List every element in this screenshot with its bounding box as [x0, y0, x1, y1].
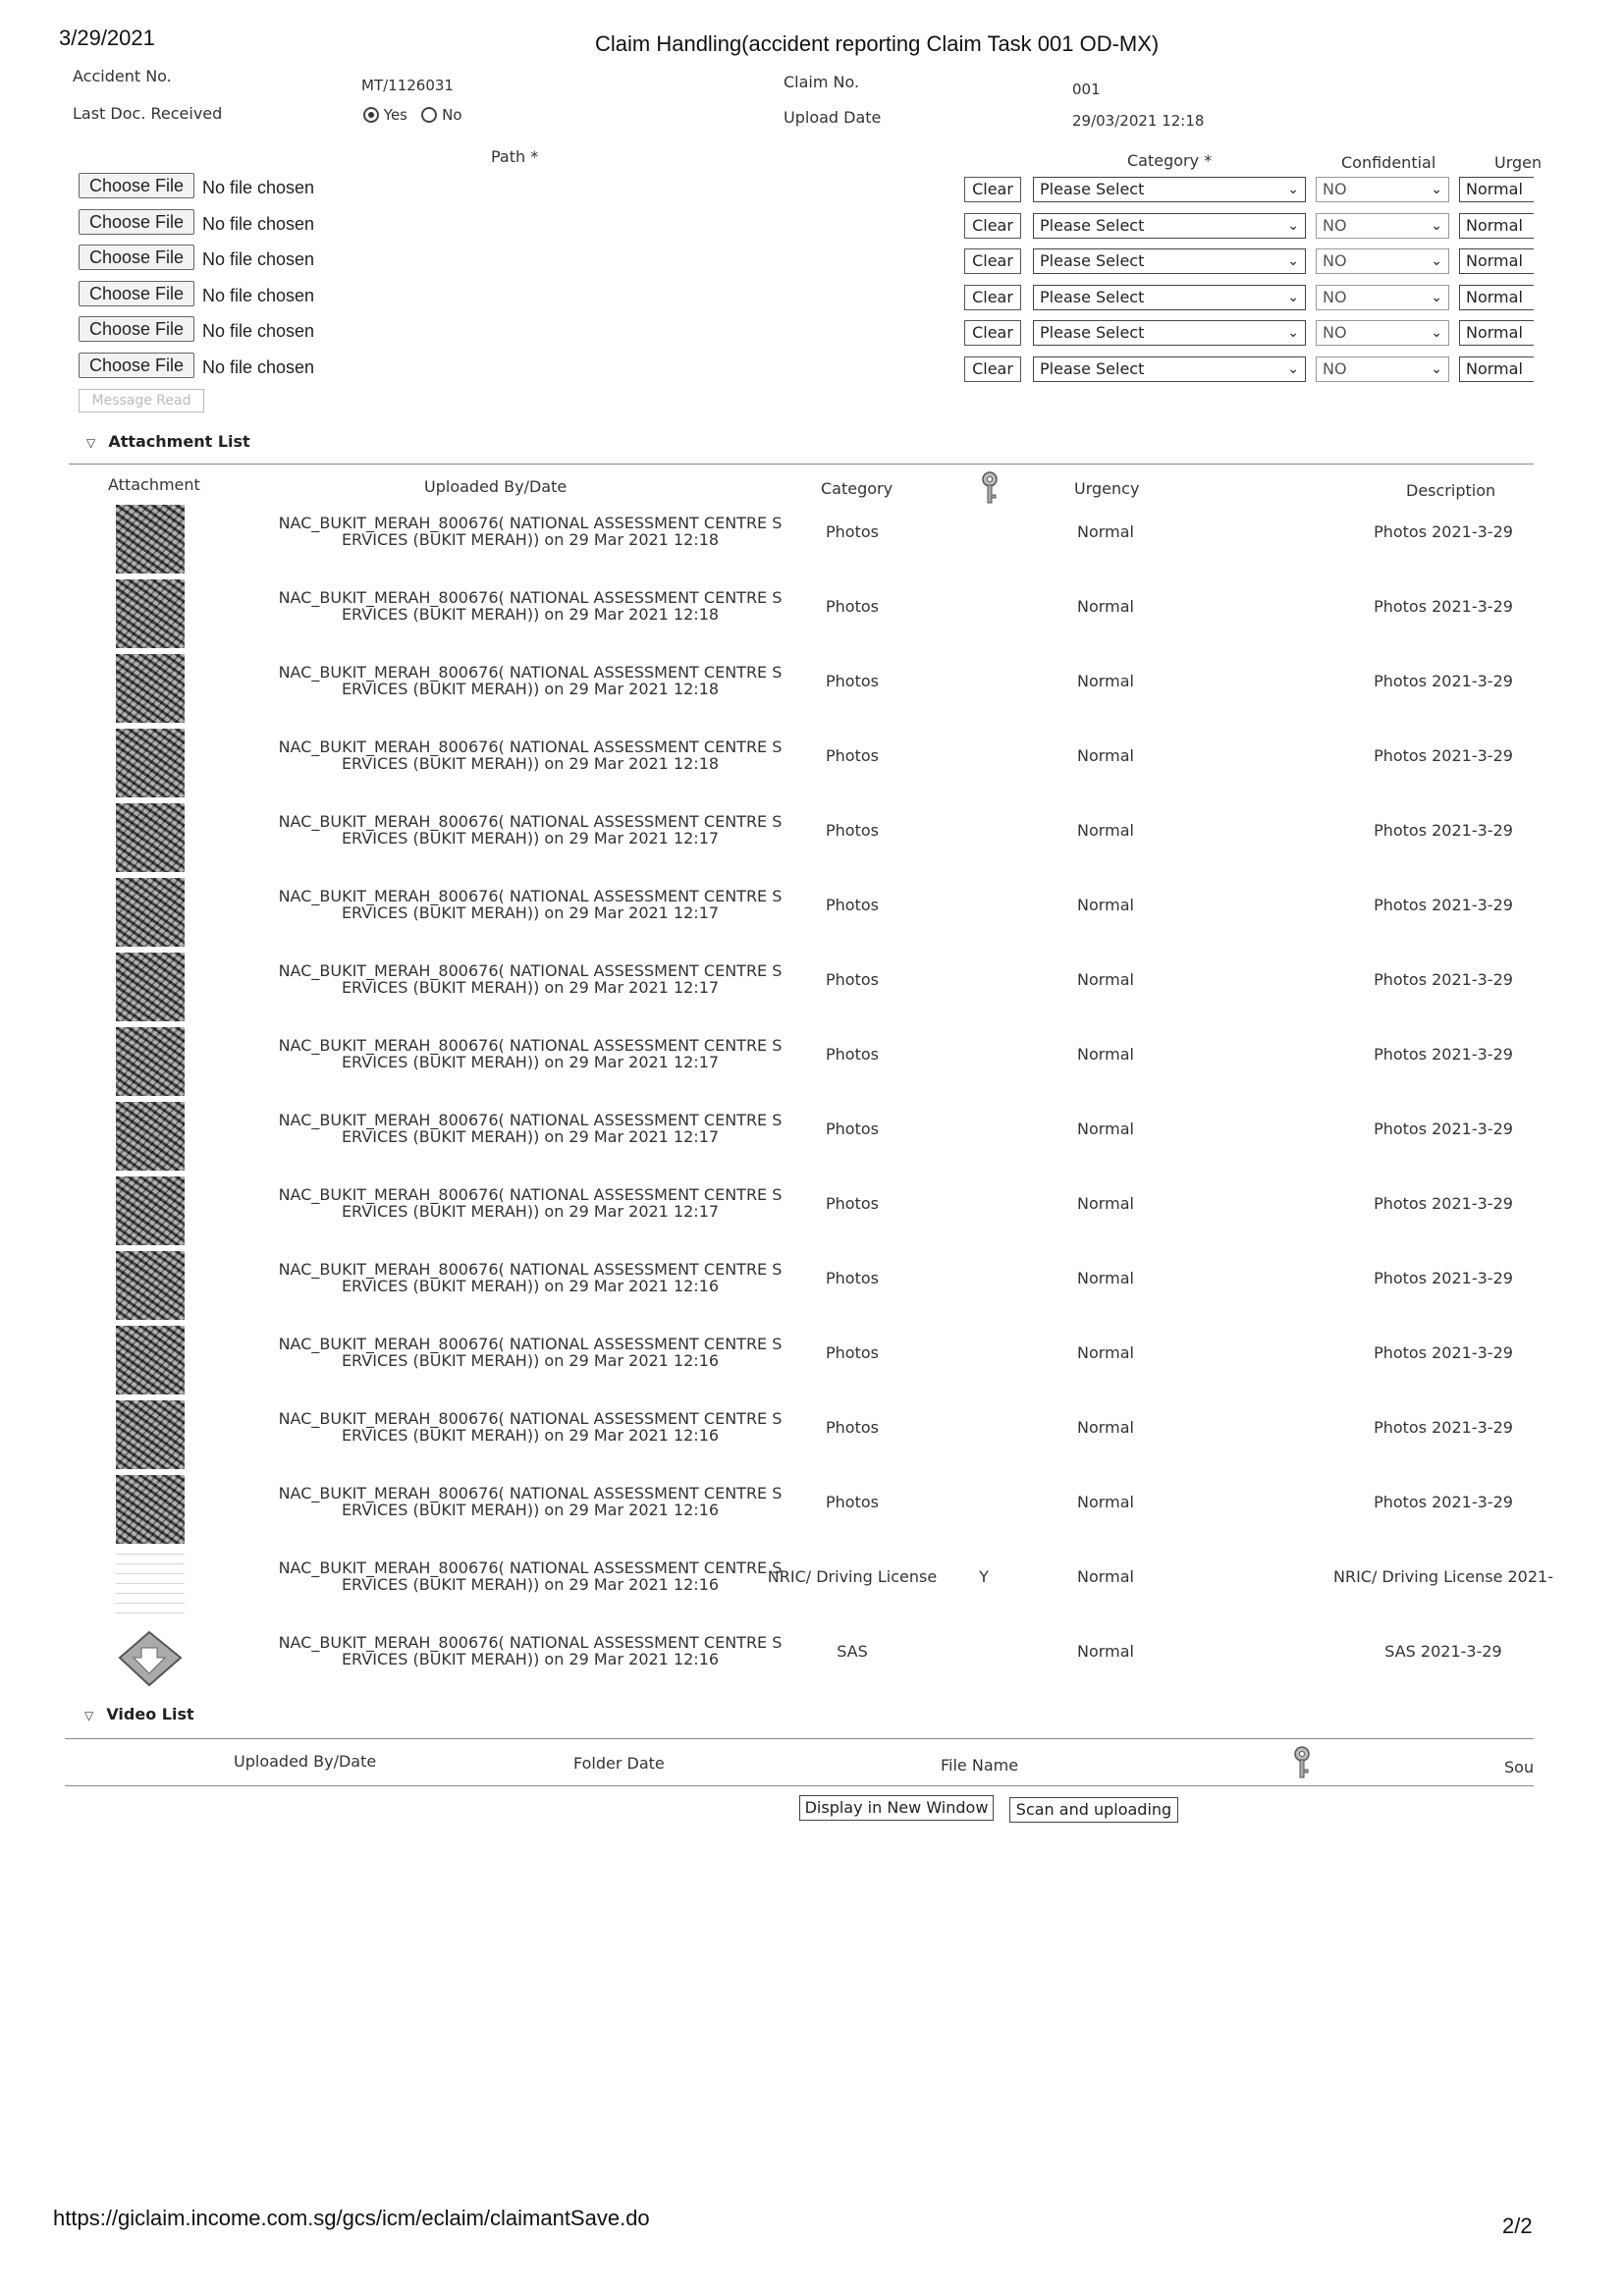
category-cell: Photos — [826, 896, 879, 914]
category-cell: Photos — [826, 1194, 879, 1213]
table-row[interactable] — [0, 1326, 1624, 1400]
urgency-select-value: Normal — [1466, 216, 1523, 235]
choose-file-button[interactable]: Choose File — [79, 353, 194, 378]
confidential-cell: Y — [979, 1567, 989, 1586]
yes-label: Yes — [383, 106, 407, 124]
video-col-file-name: File Name — [941, 1756, 1019, 1775]
choose-file-button[interactable]: Choose File — [79, 209, 194, 235]
no-file-label: No file chosen — [202, 214, 315, 234]
category-select[interactable] — [1033, 213, 1306, 239]
uploaded-by-line1: NAC_BUKIT_MERAH_800676( NATIONAL ASSESSMENT CENTRE S — [278, 738, 783, 756]
category-select[interactable] — [1033, 248, 1306, 274]
category-header — [1127, 151, 1212, 170]
chevron-down-icon: ⌄ — [1431, 182, 1442, 197]
uploaded-by-line1: NAC_BUKIT_MERAH_800676( NATIONAL ASSESSMENT CENTRE S — [278, 1036, 783, 1055]
choose-file-button[interactable]: Choose File — [79, 173, 194, 198]
choose-file-button[interactable]: Choose File — [79, 316, 194, 342]
uploaded-by-line1: NAC_BUKIT_MERAH_800676( NATIONAL ASSESSMENT CENTRE S — [278, 1111, 783, 1129]
description-cell: Photos 2021-3-29 — [1374, 1343, 1513, 1362]
category-select-value: Please Select — [1040, 251, 1145, 270]
table-row[interactable] — [0, 1176, 1624, 1251]
description-cell: Photos 2021-3-29 — [1374, 1269, 1513, 1287]
urgency-cell: Normal — [1077, 746, 1134, 765]
uploaded-by-line1: NAC_BUKIT_MERAH_800676( NATIONAL ASSESSMENT CENTRE S — [278, 1409, 783, 1428]
urgency-select-value: Normal — [1466, 180, 1523, 198]
description-cell: Photos 2021-3-29 — [1374, 896, 1513, 914]
confidential-key-icon — [980, 471, 1000, 509]
category-cell: Photos — [826, 1045, 879, 1064]
description-cell: Photos 2021-3-29 — [1374, 746, 1513, 765]
uploaded-by-line2: ERVICES (BUKIT MERAH)) on 29 Mar 2021 12:17 — [341, 829, 720, 847]
table-row[interactable] — [0, 1102, 1624, 1176]
attachment-thumbnail[interactable] — [116, 1176, 185, 1245]
divider — [69, 464, 1534, 465]
urgency-cell: Normal — [1077, 1418, 1134, 1437]
attachment-thumbnail[interactable] — [116, 1475, 185, 1544]
uploaded-by-line1: NAC_BUKIT_MERAH_800676( NATIONAL ASSESSMENT CENTRE S — [278, 1484, 783, 1503]
claim-no-value: 001 — [1072, 81, 1101, 98]
uploaded-by-line2: ERVICES (BUKIT MERAH)) on 29 Mar 2021 12:18 — [341, 754, 720, 773]
attachment-thumbnail[interactable] — [116, 1251, 185, 1320]
description-cell: Photos 2021-3-29 — [1374, 1120, 1513, 1138]
urgency-cell: Normal — [1077, 1269, 1134, 1287]
urgency-cell: Normal — [1077, 1343, 1134, 1362]
category-cell: Photos — [826, 1120, 879, 1138]
urgency-select[interactable] — [1459, 213, 1534, 239]
clear-button[interactable]: Clear — [964, 248, 1021, 274]
chevron-down-icon: ⌄ — [1431, 290, 1442, 305]
uploaded-by-line1: NAC_BUKIT_MERAH_800676( NATIONAL ASSESSMENT CENTRE S — [278, 1185, 783, 1204]
collapse-triangle-icon: ▽ — [84, 1709, 94, 1722]
footer-url: https://giclaim.income.com.sg/gcs/icm/eclaim/claimantSave.do — [53, 2206, 650, 2230]
description-cell: Photos 2021-3-29 — [1374, 970, 1513, 989]
attachment-thumbnail[interactable] — [116, 1624, 185, 1693]
chevron-down-icon: ⌄ — [1431, 325, 1442, 341]
confidential-select[interactable] — [1316, 248, 1449, 274]
urgency-cell: Normal — [1077, 896, 1134, 914]
description-cell: Photos 2021-3-29 — [1374, 1194, 1513, 1213]
category-cell: Photos — [826, 1493, 879, 1511]
video-list-title: Video List — [106, 1705, 194, 1723]
category-cell: Photos — [826, 522, 879, 541]
no-file-label: No file chosen — [202, 321, 315, 341]
table-row[interactable] — [0, 878, 1624, 953]
col-uploaded-by: Uploaded By/Date — [424, 477, 568, 496]
display-new-window-button[interactable]: Display in New Window — [799, 1795, 994, 1821]
attachment-list-title: Attachment List — [108, 432, 250, 451]
uploaded-by-line2: ERVICES (BUKIT MERAH)) on 29 Mar 2021 12:17 — [341, 903, 720, 922]
table-row[interactable] — [0, 1400, 1624, 1475]
category-cell: Photos — [826, 970, 879, 989]
last-doc-label: Last Doc. Received — [73, 104, 223, 123]
confidential-select-value: NO — [1323, 180, 1347, 198]
category-cell: NRIC/ Driving License — [767, 1567, 938, 1586]
accident-no-value: MT/1126031 — [361, 77, 454, 94]
confidential-select-value: NO — [1323, 288, 1347, 306]
description-cell: Photos 2021-3-29 — [1374, 1418, 1513, 1437]
uploaded-by-line2: ERVICES (BUKIT MERAH)) on 29 Mar 2021 12:18 — [341, 530, 720, 549]
category-select[interactable] — [1033, 320, 1306, 346]
uploaded-by-line2: ERVICES (BUKIT MERAH)) on 29 Mar 2021 12:17 — [341, 1127, 720, 1146]
uploaded-by-line2: ERVICES (BUKIT MERAH)) on 29 Mar 2021 12:16 — [341, 1426, 720, 1445]
attachment-thumbnail[interactable] — [116, 579, 185, 648]
clear-button[interactable]: Clear — [964, 177, 1021, 202]
attachment-thumbnail[interactable] — [116, 1102, 185, 1171]
category-select-value: Please Select — [1040, 288, 1145, 306]
uploaded-by-line1: NAC_BUKIT_MERAH_800676( NATIONAL ASSESSMENT CENTRE S — [278, 961, 783, 980]
chevron-down-icon: ⌄ — [1287, 182, 1299, 197]
urgency-select-value: Normal — [1466, 323, 1523, 342]
urgency-cell: Normal — [1077, 1120, 1134, 1138]
category-cell: Photos — [826, 1269, 879, 1287]
chevron-down-icon: ⌄ — [1287, 325, 1299, 341]
uploaded-by-line1: NAC_BUKIT_MERAH_800676( NATIONAL ASSESSMENT CENTRE S — [278, 1633, 783, 1652]
divider — [65, 1738, 1534, 1739]
category-select-value: Please Select — [1040, 359, 1145, 378]
chevron-down-icon: ⌄ — [1431, 361, 1442, 377]
table-row[interactable] — [0, 1624, 1624, 1699]
no-file-label: No file chosen — [202, 249, 315, 269]
required-mark: * — [530, 147, 539, 166]
confidential-select[interactable] — [1316, 213, 1449, 239]
chevron-down-icon: ⌄ — [1287, 361, 1299, 377]
urgency-select[interactable] — [1459, 285, 1534, 310]
category-select-value: Please Select — [1040, 216, 1145, 235]
chevron-down-icon: ⌄ — [1287, 218, 1299, 234]
urgency-cell: Normal — [1077, 1493, 1134, 1511]
category-cell: Photos — [826, 746, 879, 765]
clear-button[interactable]: Clear — [964, 320, 1021, 346]
urgency-select[interactable] — [1459, 320, 1534, 346]
col-attachment: Attachment — [108, 475, 200, 494]
attachment-thumbnail[interactable] — [116, 654, 185, 723]
category-select-value: Please Select — [1040, 180, 1145, 198]
no-file-label: No file chosen — [202, 178, 315, 197]
description-cell: Photos 2021-3-29 — [1374, 672, 1513, 690]
description-cell: Photos 2021-3-29 — [1374, 522, 1513, 541]
accident-no-label: Accident No. — [73, 67, 172, 85]
choose-file-button[interactable]: Choose File — [79, 281, 194, 306]
message-read-button[interactable]: Message Read — [79, 389, 204, 412]
no-file-label: No file chosen — [202, 286, 315, 305]
uploaded-by-line1: NAC_BUKIT_MERAH_800676( NATIONAL ASSESSMENT CENTRE S — [278, 1335, 783, 1353]
clear-button[interactable]: Clear — [964, 285, 1021, 310]
urgency-cell: Normal — [1077, 1045, 1134, 1064]
uploaded-by-line2: ERVICES (BUKIT MERAH)) on 29 Mar 2021 12:17 — [341, 1053, 720, 1071]
yes-radio[interactable] — [363, 107, 379, 123]
uploaded-by-line1: NAC_BUKIT_MERAH_800676( NATIONAL ASSESSMENT CENTRE S — [278, 1558, 783, 1577]
category-cell: Photos — [826, 1418, 879, 1437]
category-cell: Photos — [826, 1343, 879, 1362]
uploaded-by-line1: NAC_BUKIT_MERAH_800676( NATIONAL ASSESSMENT CENTRE S — [278, 514, 783, 532]
table-row[interactable] — [0, 1027, 1624, 1102]
category-select[interactable] — [1033, 356, 1306, 382]
confidential-select-value: NO — [1323, 216, 1347, 235]
page-title: Claim Handling(accident reporting Claim Task 001 OD-MX) — [595, 31, 1160, 56]
uploaded-by-line2: ERVICES (BUKIT MERAH)) on 29 Mar 2021 12:16 — [341, 1351, 720, 1370]
uploaded-by-line2: ERVICES (BUKIT MERAH)) on 29 Mar 2021 12:16 — [341, 1650, 720, 1668]
table-row[interactable] — [0, 953, 1624, 1027]
chevron-down-icon: ⌄ — [1287, 253, 1299, 269]
attachment-thumbnail[interactable] — [116, 953, 185, 1021]
uploaded-by-line2: ERVICES (BUKIT MERAH)) on 29 Mar 2021 12:18 — [341, 680, 720, 698]
footer-page-number: 2/2 — [1502, 2214, 1533, 2238]
description-cell: Photos 2021-3-29 — [1374, 1493, 1513, 1511]
uploaded-by-line1: NAC_BUKIT_MERAH_800676( NATIONAL ASSESSMENT CENTRE S — [278, 1260, 783, 1279]
confidential-select-value: NO — [1323, 359, 1347, 378]
col-urgency: Urgency — [1074, 479, 1140, 498]
uploaded-by-line1: NAC_BUKIT_MERAH_800676( NATIONAL ASSESSMENT CENTRE S — [278, 887, 783, 905]
required-mark: * — [1204, 151, 1213, 170]
table-row[interactable] — [0, 505, 1624, 579]
urgency-cell: Normal — [1077, 1642, 1134, 1661]
choose-file-button[interactable]: Choose File — [79, 245, 194, 270]
upload-date-value: 29/03/2021 12:18 — [1072, 112, 1205, 130]
print-date: 3/29/2021 — [59, 26, 155, 50]
uploaded-by-line2: ERVICES (BUKIT MERAH)) on 29 Mar 2021 12:17 — [341, 1202, 720, 1221]
urgency-cell: Normal — [1077, 672, 1134, 690]
video-col-folder-date: Folder Date — [573, 1754, 665, 1773]
divider — [65, 1785, 1534, 1786]
category-select[interactable] — [1033, 177, 1306, 202]
description-cell: Photos 2021-3-29 — [1374, 1045, 1513, 1064]
urgency-select-value: Normal — [1466, 288, 1523, 306]
video-list-toggle[interactable] — [84, 1705, 194, 1723]
category-cell: Photos — [826, 821, 879, 840]
chevron-down-icon: ⌄ — [1431, 218, 1442, 234]
collapse-triangle-icon: ▽ — [86, 436, 96, 450]
path-label: Path — [491, 147, 526, 166]
confidential-select[interactable] — [1316, 356, 1449, 382]
uploaded-by-line2: ERVICES (BUKIT MERAH)) on 29 Mar 2021 12:18 — [341, 605, 720, 624]
confidential-select[interactable] — [1316, 320, 1449, 346]
urgency-select-value: Normal — [1466, 251, 1523, 270]
last-doc-radio-group — [363, 106, 462, 124]
attachment-thumbnail[interactable] — [116, 1400, 185, 1469]
description-cell: Photos 2021-3-29 — [1374, 821, 1513, 840]
attachment-thumbnail[interactable] — [116, 1027, 185, 1096]
attachment-thumbnail[interactable] — [116, 505, 185, 574]
table-row[interactable] — [0, 579, 1624, 654]
attachment-thumbnail[interactable] — [116, 878, 185, 947]
urgency-cell: Normal — [1077, 821, 1134, 840]
uploaded-by-line2: ERVICES (BUKIT MERAH)) on 29 Mar 2021 12:16 — [341, 1277, 720, 1295]
attachment-thumbnail[interactable] — [116, 1326, 185, 1394]
urgency-cell: Normal — [1077, 970, 1134, 989]
table-row[interactable] — [0, 1251, 1624, 1326]
confidential-header: Confidential — [1341, 153, 1436, 172]
chevron-down-icon: ⌄ — [1287, 290, 1299, 305]
category-select-value: Please Select — [1040, 323, 1145, 342]
uploaded-by-line2: ERVICES (BUKIT MERAH)) on 29 Mar 2021 12:16 — [341, 1501, 720, 1519]
urgency-select[interactable] — [1459, 248, 1534, 274]
category-label: Category — [1127, 151, 1200, 170]
category-select[interactable] — [1033, 285, 1306, 310]
urgency-cell: Normal — [1077, 597, 1134, 616]
path-header — [491, 147, 538, 166]
no-label: No — [442, 106, 462, 124]
confidential-select[interactable] — [1316, 177, 1449, 202]
attachment-thumbnail[interactable] — [116, 803, 185, 872]
video-col-uploaded-by: Uploaded By/Date — [234, 1752, 377, 1771]
clear-button[interactable]: Clear — [964, 356, 1021, 382]
urgency-cell: Normal — [1077, 1194, 1134, 1213]
urgency-cell: Normal — [1077, 1567, 1134, 1586]
urgency-select[interactable] — [1459, 356, 1534, 382]
urgency-select-value: Normal — [1466, 359, 1523, 378]
table-row[interactable] — [0, 803, 1624, 878]
scan-upload-button[interactable]: Scan and uploading — [1009, 1797, 1178, 1823]
urgency-select[interactable] — [1459, 177, 1534, 202]
no-radio[interactable] — [421, 107, 437, 123]
attachment-thumbnail[interactable] — [116, 729, 185, 797]
table-row[interactable] — [0, 1475, 1624, 1550]
confidential-select[interactable] — [1316, 285, 1449, 310]
description-cell: NRIC/ Driving License 2021- — [1333, 1567, 1553, 1586]
confidential-key-icon — [1292, 1746, 1312, 1783]
video-col-source: Sou — [1504, 1758, 1535, 1777]
uploaded-by-line1: NAC_BUKIT_MERAH_800676( NATIONAL ASSESSMENT CENTRE S — [278, 588, 783, 607]
attachment-thumbnail[interactable] — [116, 1550, 185, 1618]
category-cell: Photos — [826, 597, 879, 616]
uploaded-by-line1: NAC_BUKIT_MERAH_800676( NATIONAL ASSESSMENT CENTRE S — [278, 812, 783, 831]
description-cell: SAS 2021-3-29 — [1384, 1642, 1502, 1661]
col-category: Category — [821, 479, 893, 498]
urgency-header: Urgen — [1494, 153, 1543, 172]
confidential-select-value: NO — [1323, 251, 1347, 270]
upload-date-label: Upload Date — [784, 108, 882, 127]
table-row[interactable] — [0, 654, 1624, 729]
category-cell: SAS — [837, 1642, 868, 1661]
claim-no-label: Claim No. — [784, 73, 860, 91]
category-cell: Photos — [826, 672, 879, 690]
table-row[interactable] — [0, 729, 1624, 803]
no-file-label: No file chosen — [202, 357, 315, 377]
chevron-down-icon: ⌄ — [1431, 253, 1442, 269]
urgency-cell: Normal — [1077, 522, 1134, 541]
uploaded-by-line2: ERVICES (BUKIT MERAH)) on 29 Mar 2021 12:17 — [341, 978, 720, 997]
uploaded-by-line1: NAC_BUKIT_MERAH_800676( NATIONAL ASSESSMENT CENTRE S — [278, 663, 783, 682]
clear-button[interactable]: Clear — [964, 213, 1021, 239]
col-description: Description — [1406, 481, 1496, 500]
table-row[interactable] — [0, 1550, 1624, 1624]
confidential-select-value: NO — [1323, 323, 1347, 342]
description-cell: Photos 2021-3-29 — [1374, 597, 1513, 616]
attachment-list-toggle[interactable] — [86, 432, 250, 451]
uploaded-by-line2: ERVICES (BUKIT MERAH)) on 29 Mar 2021 12:16 — [341, 1575, 720, 1594]
